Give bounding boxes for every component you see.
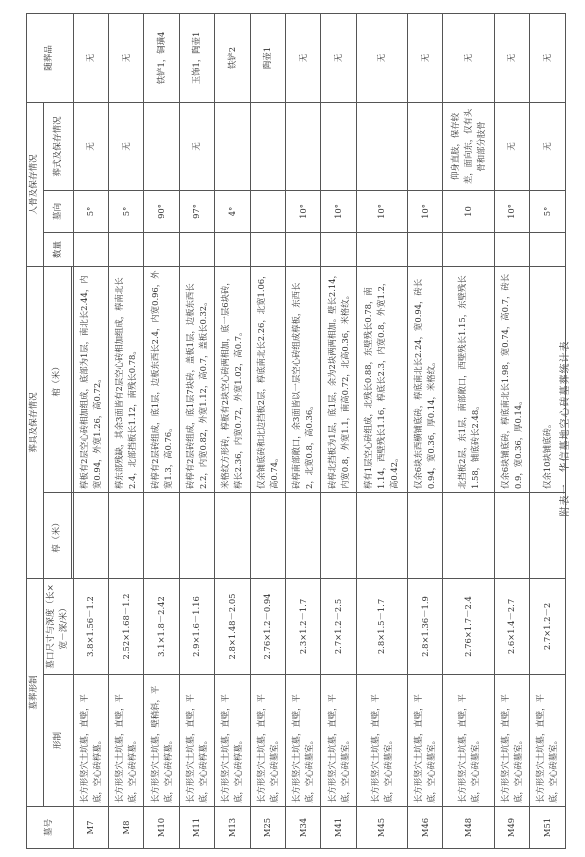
shape-cell: 长方形竖穴土坑墓，直壁，平底，空心砖墓室。 <box>408 675 443 807</box>
shape-cell: 长方形竖穴土坑墓，直壁，平底，空心砖墓室。 <box>356 675 407 807</box>
header-direction: 墓向 <box>44 190 74 232</box>
burial-cell <box>285 102 320 190</box>
shape-cell: 长方形竖穴土坑墓，直壁，平底，空心砖椁墓。 <box>215 675 250 807</box>
burial-cell: 无 <box>179 102 214 190</box>
guo-cell <box>215 492 250 578</box>
goods-cell: 无 <box>494 13 529 102</box>
table-row <box>408 13 443 848</box>
guan-cell: 米格纹方形砖，椁板有2块空心砖两相加，底一层6块砖，椁长2.36，内宽0.72，外宽1.02，高0.7。 <box>215 266 250 492</box>
goods-cell: 无 <box>408 13 443 102</box>
goods-cell: 铁铲2 <box>215 13 250 102</box>
guan-cell: 砖椁北挡板为1层，底1层，余为2块两两相加。壁长2.14，内宽0.8，外宽1.1，南高0.72，北高0.36，米格纹。 <box>321 266 356 492</box>
guo-cell <box>179 492 214 578</box>
burial-cell <box>408 102 443 190</box>
guan-cell: 仅余6块东西横铺底砖，椁底南北长2.24，宽0.94，砖长0.94，宽0.36，厚0.14，米格纹。 <box>408 266 443 492</box>
table-row <box>215 13 250 848</box>
direction-cell <box>250 190 285 232</box>
tomb-no-cell: M34 <box>285 807 320 849</box>
size-cell: 2.76×1.2－0.94 <box>250 578 285 674</box>
goods-cell: 铁铲1，铜璜4 <box>144 13 179 102</box>
shape-cell: 长方形竖穴土坑墓，直壁，平底，空心砖椁墓。 <box>73 675 108 807</box>
shape-cell: 长方形竖穴土坑墓，直壁，平底，空心砖墓室。 <box>494 675 529 807</box>
size-cell: 2.7×1.2－2 <box>530 578 566 674</box>
guan-cell: 北挡板2层，东1层，南部敞口，西壁残长1.15，东壁残长1.58，铺底砖长2.48。 <box>443 266 494 492</box>
direction-cell: 97° <box>179 190 214 232</box>
shape-cell: 长方形竖穴土坑墓，直壁，平底，空心砖墓室。 <box>530 675 566 807</box>
guo-cell <box>250 492 285 578</box>
direction-cell: 5° <box>109 190 144 232</box>
header-size: 墓口尺寸与深度（长×宽－深/米） <box>44 578 74 674</box>
guo-cell <box>321 492 356 578</box>
header-goods: 随葬品 <box>27 13 74 102</box>
burial-cell <box>144 102 179 190</box>
size-cell: 2.8×1.36－1.9 <box>408 578 443 674</box>
burial-cell <box>356 102 407 190</box>
direction-cell: 4° <box>215 190 250 232</box>
header-tomb-no: 墓号 <box>27 807 74 849</box>
tomb-no-cell: M41 <box>321 807 356 849</box>
shape-cell: 长方形竖穴土坑墓，直壁，平底，空心砖墓室。 <box>321 675 356 807</box>
tomb-no-cell: M10 <box>144 807 179 849</box>
table-row <box>494 13 529 848</box>
count-cell <box>179 232 214 266</box>
tomb-statistics-table <box>26 13 566 849</box>
header-guo: 椁（米） <box>44 492 72 578</box>
guan-cell: 砖椁南部敞口，余3面皆以一层空心砖组成椁板，东西长2，北宽0.8，高0.36。 <box>285 266 320 492</box>
header-guan: 棺（米） <box>44 266 72 492</box>
size-cell: 2.8×1.48－2.05 <box>215 578 250 674</box>
guo-cell <box>408 492 443 578</box>
header-skeleton: 人骨及保存情况 <box>27 102 44 266</box>
tomb-no-cell: M8 <box>109 807 144 849</box>
guo-cell <box>285 492 320 578</box>
burial-cell: 无 <box>530 102 566 190</box>
burial-cell <box>215 102 250 190</box>
count-cell <box>321 232 356 266</box>
header-count: 数量 <box>44 232 74 266</box>
burial-cell: 无 <box>73 102 108 190</box>
table-row <box>530 13 566 848</box>
burial-cell <box>250 102 285 190</box>
guo-cell <box>73 492 108 578</box>
size-cell: 2.3×1.2－1.7 <box>285 578 320 674</box>
size-cell: 2.6×1.4－2.7 <box>494 578 529 674</box>
goods-cell: 玉饰1，陶壶1 <box>179 13 214 102</box>
goods-cell: 陶壶1 <box>250 13 285 102</box>
guan-cell: 椁东部残缺，其余3面皆有2层空心砖相加组成，椁南北长2.4，北部挡板长1.12，南残长0.78。 <box>109 266 144 492</box>
burial-cell: 仰身直肢，保存较差，面向东，仅有头骨和部分肢骨 <box>443 102 494 190</box>
direction-cell: 10° <box>321 190 356 232</box>
size-cell: 2.9×1.6－1.16 <box>179 578 214 674</box>
guan-cell: 砖椁有2层砖组成，底1层，边板东西长2.4，内宽0.96，外宽1.3，高0.76。 <box>144 266 179 492</box>
direction-cell: 5° <box>530 190 566 232</box>
header-shape: 形制 <box>44 675 74 807</box>
guo-cell <box>443 492 494 578</box>
table-row <box>285 13 320 848</box>
table-caption: 附表一 华信墓地空心砖墓葬统计表 <box>560 340 571 517</box>
goods-cell: 无 <box>530 13 566 102</box>
count-cell <box>109 232 144 266</box>
goods-cell: 无 <box>321 13 356 102</box>
count-cell <box>494 232 529 266</box>
shape-cell: 长方形竖穴土坑墓，壁稍斜，平底，空心砖椁墓。 <box>144 675 179 807</box>
header-structure: 墓葬形制 <box>27 578 44 806</box>
header-burial: 葬式及保存情况 <box>44 102 74 190</box>
goods-cell: 无 <box>109 13 144 102</box>
size-cell: 2.76×1.7－2.4 <box>443 578 494 674</box>
size-cell: 2.7×1.2－2.5 <box>321 578 356 674</box>
guo-cell <box>494 492 529 578</box>
size-cell: 2.52×1.68－1.2 <box>109 578 144 674</box>
size-cell: 2.8×1.5－1.7 <box>356 578 407 674</box>
tomb-no-cell: M7 <box>73 807 108 849</box>
table-row <box>356 13 407 848</box>
guo-cell <box>109 492 144 578</box>
goods-cell: 无 <box>285 13 320 102</box>
table-row <box>73 13 108 848</box>
tomb-no-cell: M13 <box>215 807 250 849</box>
tomb-no-cell: M48 <box>443 807 494 849</box>
shape-cell: 长方形竖穴土坑墓，直壁，平底，空心砖墓室。 <box>285 675 320 807</box>
tomb-no-cell: M51 <box>530 807 566 849</box>
table-row <box>443 13 494 848</box>
count-cell <box>530 232 566 266</box>
tomb-no-cell: M25 <box>250 807 285 849</box>
guan-cell: 椁有1层空心砖组成，北残长0.88，东壁残长0.78，南1.14，西壁残长1.16，椁底长2.3，内宽0.8，外宽1.2，高0.42。 <box>356 266 407 492</box>
goods-cell: 无 <box>73 13 108 102</box>
guo-cell <box>530 492 566 578</box>
direction-cell: 90° <box>144 190 179 232</box>
guan-cell: 仅余铺底砖和北边挡板2层，椁底南北长2.26，北宽1.06，高0.74。 <box>250 266 285 492</box>
header-coffin: 葬具及保存情况 <box>27 266 44 578</box>
direction-cell: 10° <box>408 190 443 232</box>
count-cell <box>215 232 250 266</box>
direction-cell: 10° <box>494 190 529 232</box>
tomb-no-cell: M11 <box>179 807 214 849</box>
table-row <box>144 13 179 848</box>
burial-cell <box>321 102 356 190</box>
guan-cell: 砖椁有2层砖组成，底1层7块砖，盖板1层，边板东西长2.2，内宽0.82，外宽1.12，高0.7，盖板长0.32。 <box>179 266 214 492</box>
guan-cell: 椁板有2层空心砖相加组成，底部为1层，南北长2.44，内宽0.94，外宽1.26，高0.72。 <box>73 266 108 492</box>
direction-cell: 10° <box>356 190 407 232</box>
table-row <box>179 13 214 848</box>
count-cell <box>443 232 494 266</box>
guan-cell: 仅余10块铺底砖。 <box>530 266 566 492</box>
tomb-no-cell: M45 <box>356 807 407 849</box>
count-cell <box>408 232 443 266</box>
direction-cell: 10° <box>285 190 320 232</box>
guo-cell <box>356 492 407 578</box>
count-cell <box>144 232 179 266</box>
shape-cell: 长方形竖穴土坑墓，直壁，平底，空心砖墓室。 <box>250 675 285 807</box>
shape-cell: 长方形竖穴土坑墓，直壁，平底，空心砖墓室。 <box>443 675 494 807</box>
guo-cell <box>144 492 179 578</box>
tomb-no-cell: M46 <box>408 807 443 849</box>
goods-cell: 无 <box>443 13 494 102</box>
count-cell <box>250 232 285 266</box>
burial-cell: 无 <box>494 102 529 190</box>
tomb-no-cell: M49 <box>494 807 529 849</box>
direction-cell: 5° <box>73 190 108 232</box>
guan-cell: 仅余6块铺底砖，椁底南北长1.98，宽0.74，高0.7，砖长0.9，宽0.36，厚0.14。 <box>494 266 529 492</box>
count-cell <box>356 232 407 266</box>
shape-cell: 长方形竖穴土坑墓，直壁，平底，空心砖椁墓。 <box>179 675 214 807</box>
table-row <box>321 13 356 848</box>
direction-cell: 10 <box>443 190 494 232</box>
size-cell: 3.1×1.8－2.42 <box>144 578 179 674</box>
table-row <box>250 13 285 848</box>
table-row <box>109 13 144 848</box>
count-cell <box>285 232 320 266</box>
burial-cell: 无 <box>109 102 144 190</box>
size-cell: 3.8×1.56－1.2 <box>73 578 108 674</box>
goods-cell: 无 <box>356 13 407 102</box>
count-cell <box>73 232 108 266</box>
shape-cell: 长方形竖穴土坑墓，直壁，平底，空心砖椁墓。 <box>109 675 144 807</box>
